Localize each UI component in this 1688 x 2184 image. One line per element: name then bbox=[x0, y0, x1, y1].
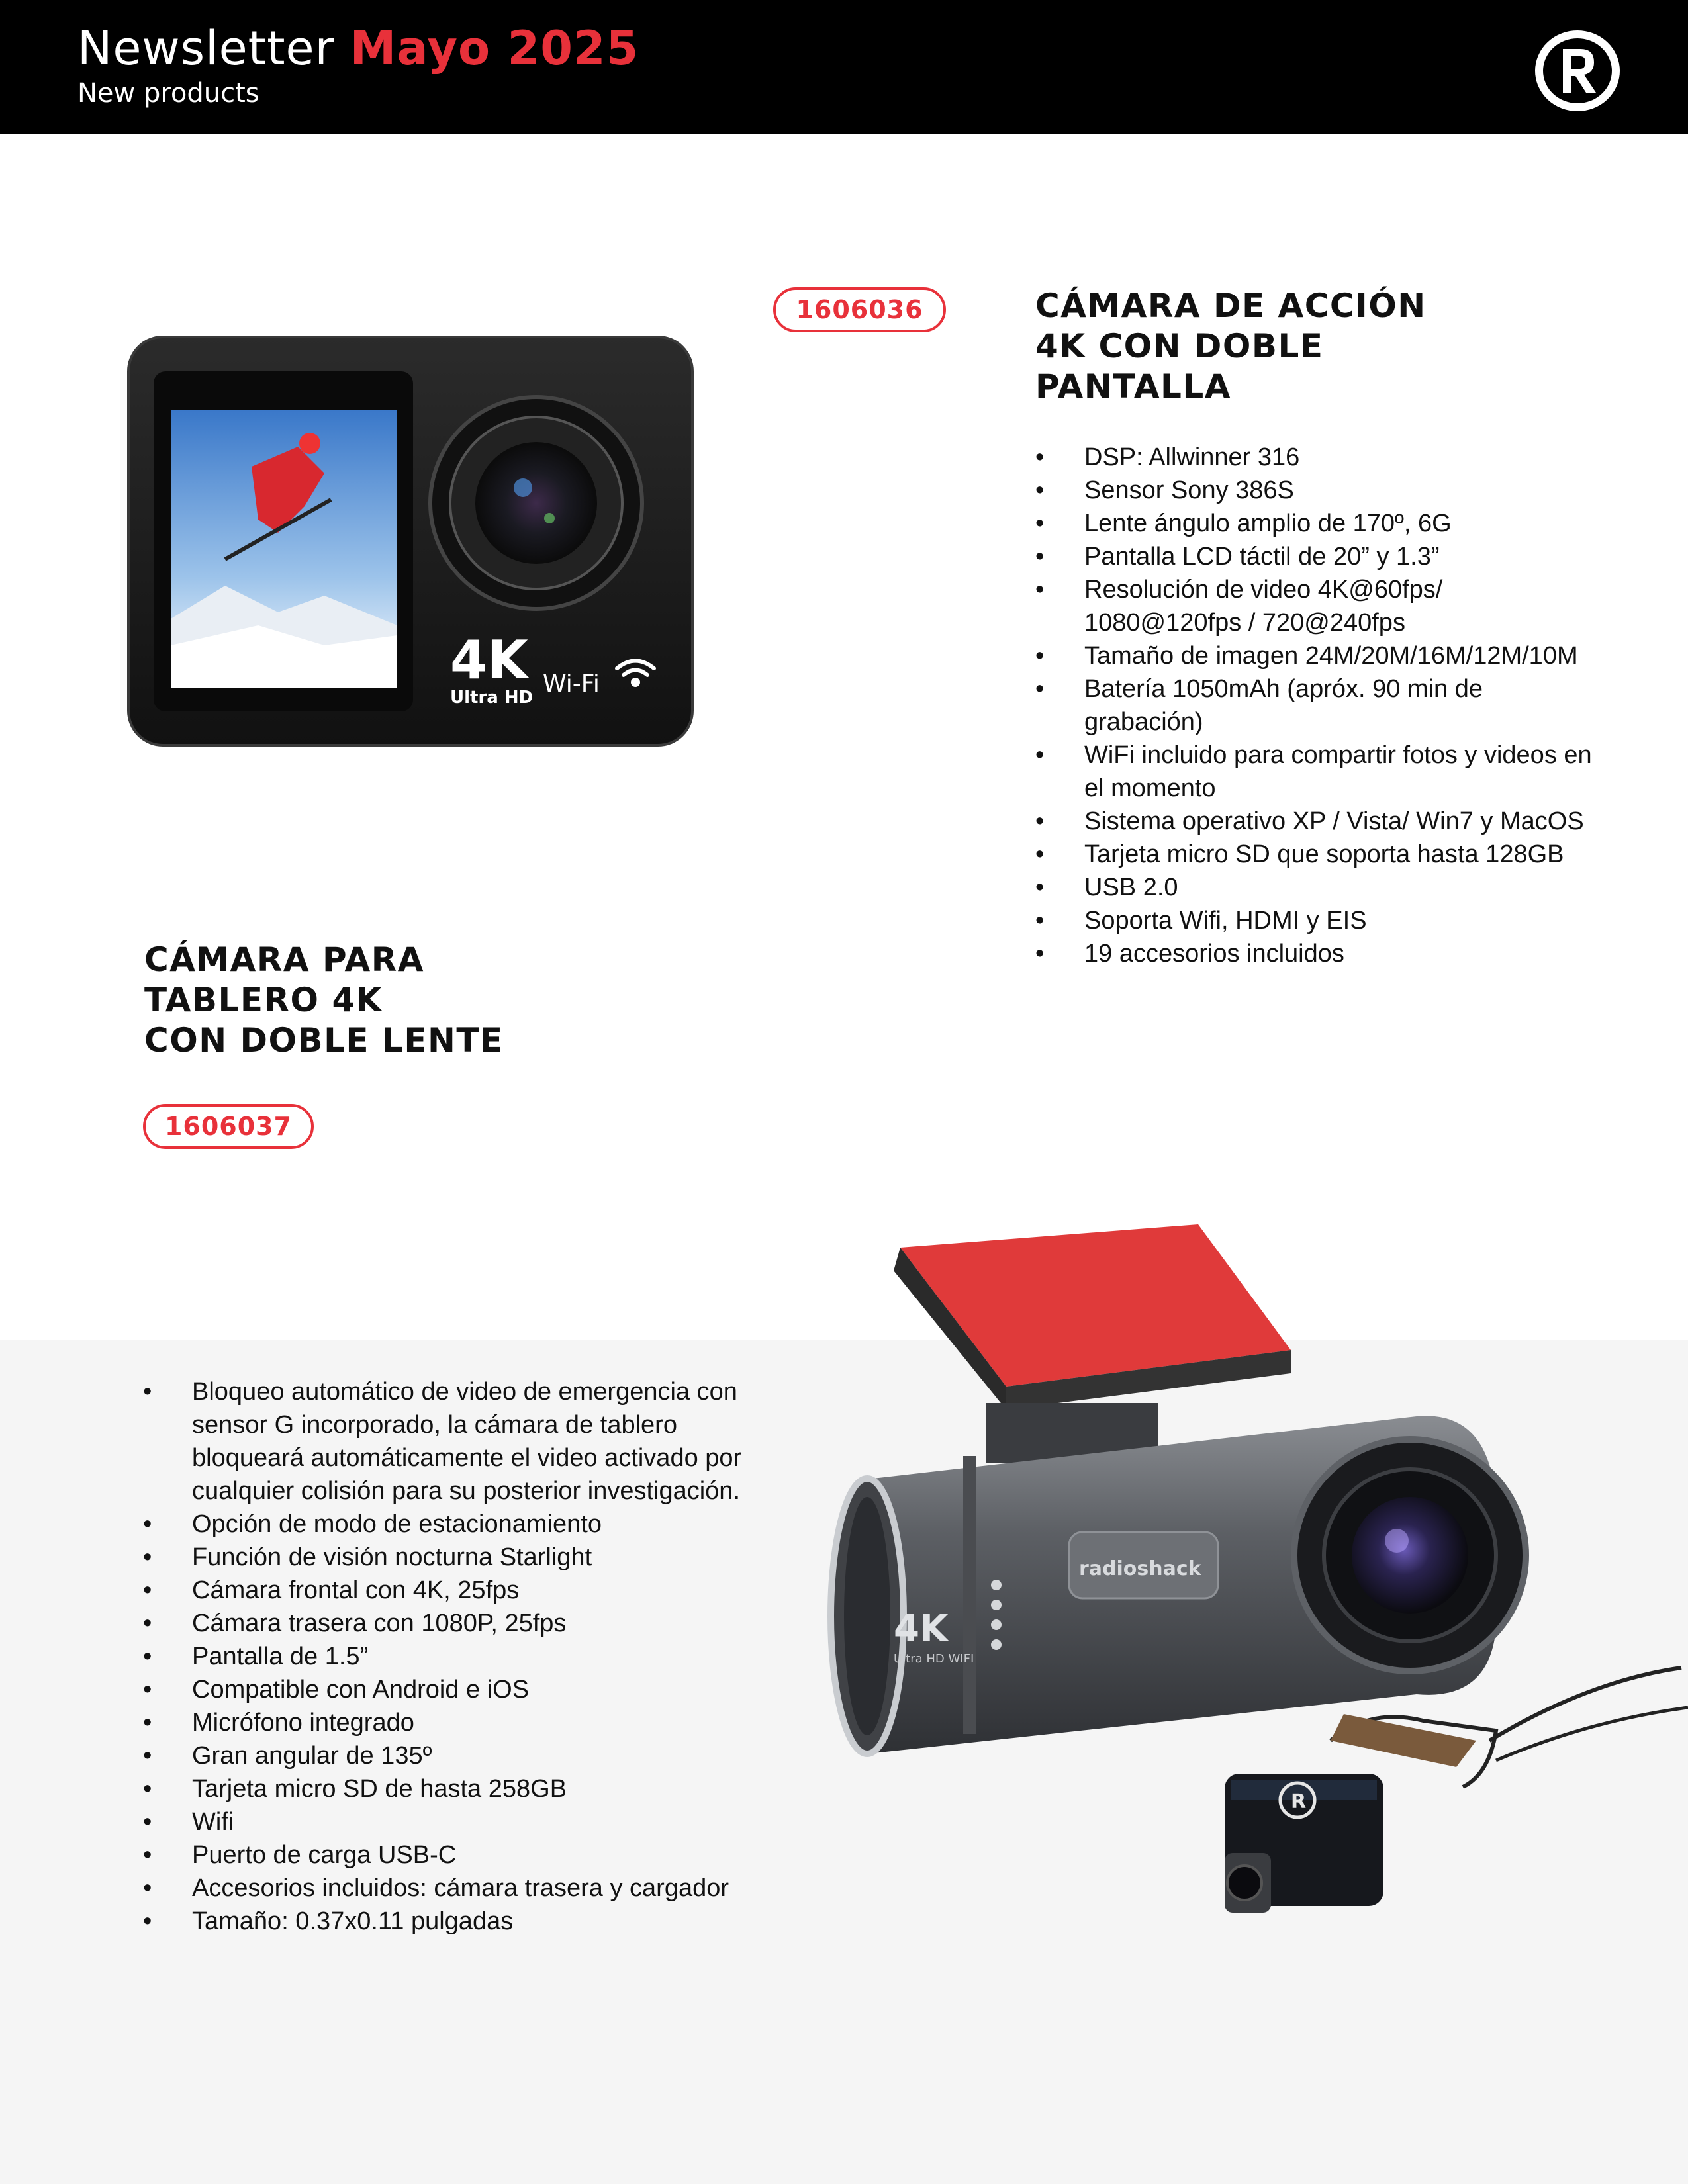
title-line: CON DOBLE LENTE bbox=[144, 1021, 504, 1060]
feature-item: • Sensor Sony 386S bbox=[1035, 474, 1605, 507]
dashcam-brand-label: radioshack bbox=[1079, 1557, 1201, 1580]
dash-camera-image bbox=[827, 1218, 1688, 1946]
camera-wifi-label: Wi-Fi bbox=[543, 670, 600, 698]
feature-item: • Cámara trasera con 1080P, 25fps bbox=[143, 1607, 778, 1640]
feature-item: • Accesorios incluidos: cámara trasera y cargador bbox=[143, 1872, 778, 1905]
sku-badge-1606037: 1606037 bbox=[143, 1104, 314, 1149]
feature-item: • USB 2.0 bbox=[1035, 871, 1605, 904]
feature-item: • Compatible con Android e iOS bbox=[143, 1673, 778, 1706]
feature-item: • Puerto de carga USB-C bbox=[143, 1839, 778, 1872]
feature-item: • DSP: Allwinner 316 bbox=[1035, 441, 1605, 474]
dashcam-4k-label: 4K bbox=[894, 1608, 949, 1651]
title-prefix: Newsletter bbox=[77, 21, 335, 75]
feature-item: • Micrófono integrado bbox=[143, 1706, 778, 1739]
title-line: CÁMARA DE ACCIÓN bbox=[1035, 287, 1427, 325]
feature-item: • Soporta Wifi, HDMI y EIS bbox=[1035, 904, 1605, 937]
svg-text:R: R bbox=[1291, 1790, 1307, 1813]
sku-badge-1606036: 1606036 bbox=[773, 287, 946, 332]
newsletter-subtitle: New products bbox=[77, 78, 259, 109]
feature-item: • Tamaño: 0.37x0.11 pulgadas bbox=[143, 1905, 778, 1938]
feature-item: • Bloqueo automático de video de emergencia con sensor G incorporado, la cámara de tablero bloqueará automáticamente el video activado por cualquier colisión para su posterior investigación. bbox=[143, 1375, 778, 1508]
radioshack-logo-icon bbox=[1533, 29, 1622, 113]
feature-item: • Pantalla LCD táctil de 20” y 1.3” bbox=[1035, 540, 1605, 573]
feature-item: • Batería 1050mAh (apróx. 90 min de grabación) bbox=[1035, 672, 1605, 739]
product-title-dash-camera bbox=[144, 940, 608, 1061]
feature-item: • Tamaño de imagen 24M/20M/16M/12M/10M bbox=[1035, 639, 1605, 672]
feature-list-dash-camera bbox=[143, 1375, 778, 1938]
feature-item: • 19 accesorios incluidos bbox=[1035, 937, 1605, 970]
feature-item: • Opción de modo de estacionamiento bbox=[143, 1508, 778, 1541]
newsletter-title bbox=[77, 21, 639, 75]
camera-ultrahd-label: Ultra HD bbox=[450, 688, 534, 707]
product-title-action-camera bbox=[1035, 286, 1499, 407]
feature-item: • Cámara frontal con 4K, 25fps bbox=[143, 1574, 778, 1607]
feature-item: • Lente ángulo amplio de 170º, 6G bbox=[1035, 507, 1605, 540]
title-line: 4K CON DOBLE bbox=[1035, 327, 1324, 365]
camera-4k-label: 4K bbox=[450, 629, 528, 691]
header-bar bbox=[0, 0, 1688, 134]
feature-item: • Función de visión nocturna Starlight bbox=[143, 1541, 778, 1574]
feature-item: • Wifi bbox=[143, 1805, 778, 1839]
feature-list-action-camera bbox=[1035, 441, 1605, 970]
action-camera-image bbox=[126, 334, 695, 748]
title-line: PANTALLA bbox=[1035, 367, 1231, 406]
title-accent: Mayo 2025 bbox=[350, 21, 639, 75]
feature-item: • Pantalla de 1.5” bbox=[143, 1640, 778, 1673]
feature-item: • Tarjeta micro SD de hasta 258GB bbox=[143, 1772, 778, 1805]
feature-item: • Tarjeta micro SD que soporta hasta 128GB bbox=[1035, 838, 1605, 871]
feature-item: • Sistema operativo XP / Vista/ Win7 y MacOS bbox=[1035, 805, 1605, 838]
feature-item: • Gran angular de 135º bbox=[143, 1739, 778, 1772]
title-line: TABLERO 4K bbox=[144, 981, 383, 1019]
feature-item: • WiFi incluido para compartir fotos y videos en el momento bbox=[1035, 739, 1605, 805]
dashcam-ultrahd-label: Ultra HD WIFI bbox=[894, 1652, 974, 1666]
title-line: CÁMARA PARA bbox=[144, 940, 424, 979]
feature-item: • Resolución de video 4K@60fps/ 1080@120fps / 720@240fps bbox=[1035, 573, 1605, 639]
